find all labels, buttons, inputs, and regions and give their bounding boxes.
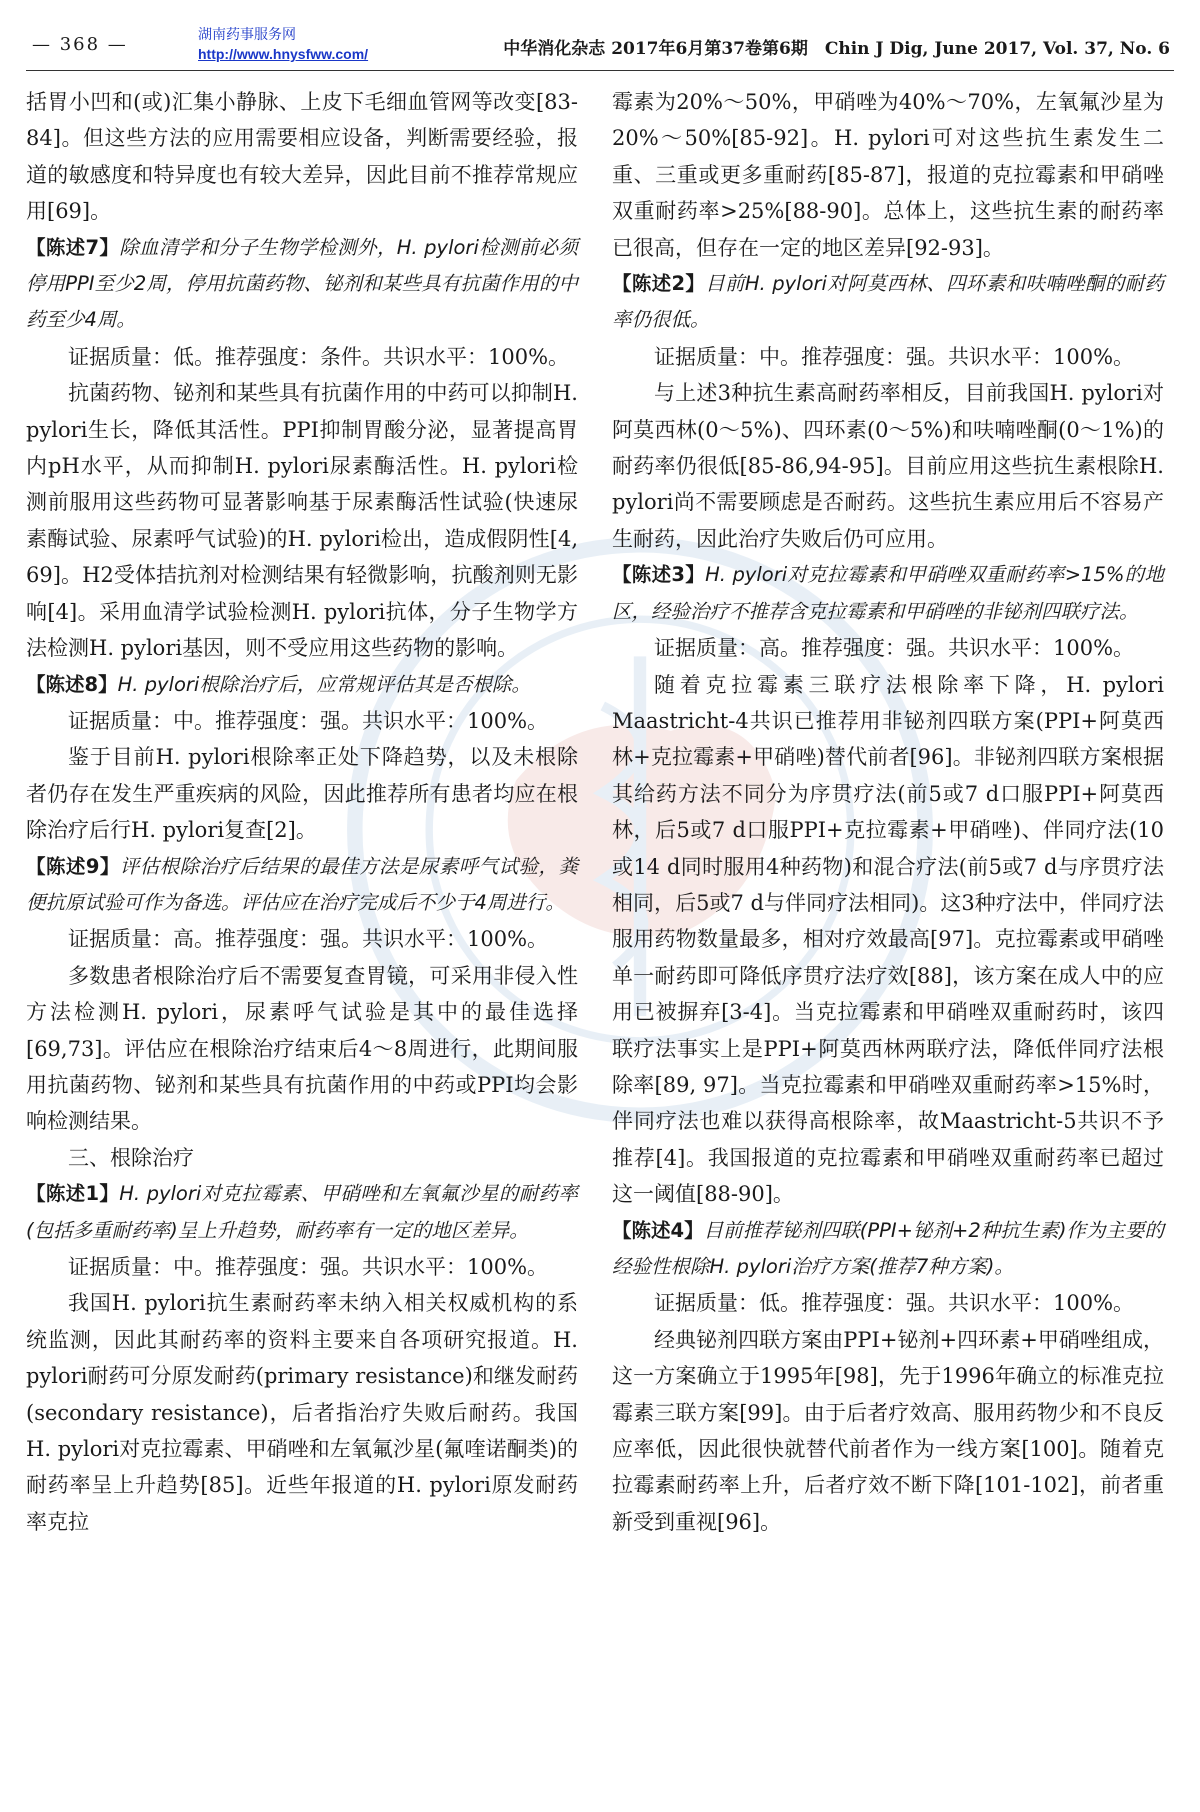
body-paragraph: 三、根除治疗 <box>68 1145 194 1170</box>
site-name: 湖南药事服务网 <box>198 26 296 42</box>
evidence-line: 证据质量：低。推荐强度：强。共识水平：100%。 <box>654 1291 1135 1316</box>
statement-paragraph <box>26 1176 578 1249</box>
statement-paragraph <box>26 230 578 339</box>
statement-tag: 【陈述2】 <box>612 272 706 296</box>
page-header <box>26 22 1174 71</box>
statement-paragraph <box>612 266 1164 339</box>
statement-text: 目前H. pylori对阿莫西林、四环素和呋喃唑酮的耐药率仍很低。 <box>612 272 1164 332</box>
statement-text: 评估根除治疗后结果的最佳方法是尿素呼气试验，粪便抗原试验可作为备选。评估应在治疗完成后不少于4周进行。 <box>26 854 578 914</box>
statement-text: H. pylori对克拉霉素和甲硝唑双重耐药率>15%的地区，经验治疗不推荐含克拉霉素和甲硝唑的非铋剂四联疗法。 <box>612 563 1164 623</box>
statement-text: H. pylori对克拉霉素、甲硝唑和左氧氟沙星的耐药率(包括多重耐药率)呈上升趋势，耐药率有一定的地区差异。 <box>26 1182 578 1242</box>
evidence-line: 证据质量：中。推荐强度：强。共识水平：100%。 <box>68 708 549 733</box>
statement-tag: 【陈述9】 <box>26 854 120 878</box>
statement-tag: 【陈述4】 <box>612 1218 704 1242</box>
statement-text: 目前推荐铋剂四联(PPI+铋剂+2种抗生素)作为主要的经验性根除H. pylori治疗方案(推荐7种方案)。 <box>612 1218 1164 1278</box>
evidence-line: 证据质量：低。推荐强度：条件。共识水平：100%。 <box>68 344 570 369</box>
statement-paragraph <box>26 667 578 703</box>
body-paragraph: 抗菌药物、铋剂和某些具有抗菌作用的中药可以抑制H. pylori生长，降低其活性。PPI抑制胃酸分泌，显著提高胃内pH水平，从而抑制H. pylori尿素酶活性。H. pylori检测前服用这些药物可显著影响基于尿素酶活性试验(快速尿素酶试验、尿素呼气试验)的H. pylori检出，造成假阴性[4, 69]。H2受体拮抗剂对检测结果有轻微影响，抗酸剂则无影响[4]。采用血清学试验检测H. pylori抗体，分子生物学方法检测H. pylori基因，则不受应用这些药物的影响。 <box>26 381 578 661</box>
continued-paragraph: 括胃小凹和(或)汇集小静脉、上皮下毛细血管网等改变[83-84]。但这些方法的应用需要相应设备，判断需要经验，报道的敏感度和特异度也有较大差异，因此目前不推荐常规应用[69]。 <box>26 90 578 224</box>
statement-text: 除血清学和分子生物学检测外，H. pylori检测前必须停用PPI至少2周，停用抗菌药物、铋剂和某些具有抗菌作用的中药至少4周。 <box>26 235 578 332</box>
statement-tag: 【陈述7】 <box>26 235 120 259</box>
statement-paragraph <box>26 849 578 922</box>
right-text-column <box>612 84 1164 1540</box>
body-paragraph: 多数患者根除治疗后不需要复查胃镜，可采用非侵入性方法检测H. pylori，尿素呼气试验是其中的最佳选择[69,73]。评估应在根除治疗结束后4～8周进行，此期间服用抗菌药物、铋剂和某些具有抗菌作用的中药或PPI均会影响检测结果。 <box>26 963 578 1134</box>
site-url-link[interactable]: http://www.hnysfww.com/ <box>198 46 369 62</box>
evidence-line: 证据质量：高。推荐强度：强。共识水平：100%。 <box>68 927 549 952</box>
continued-paragraph: 霉素为20%～50%，甲硝唑为40%～70%，左氧氟沙星为20%～50%[85-92]。H. pylori可对这些抗生素发生二重、三重或更多重耐药[85-87]，报道的克拉霉素和甲硝唑双重耐药率>25%[88-90]。总体上，这些抗生素的耐药率已很高，但存在一定的地区差异[92-93]。 <box>612 90 1164 260</box>
evidence-line: 证据质量：中。推荐强度：强。共识水平：100%。 <box>654 344 1135 369</box>
left-text-column <box>26 84 578 1540</box>
body-paragraph: 经典铋剂四联方案由PPI+铋剂+四环素+甲硝唑组成，这一方案确立于1995年[98]，先于1996年确立的标准克拉霉素三联方案[99]。由于后者疗效高、服用药物少和不良反应率低，因此很快就替代前者作为一线方案[100]。随着克拉霉素耐药率上升，后者疗效不断下降[101-102]，前者重新受到重视[96]。 <box>612 1327 1164 1534</box>
page-number: — 368 — <box>32 34 128 55</box>
body-paragraph: 我国H. pylori抗生素耐药率未纳入相关权威机构的系统监测，因此其耐药率的资料主要来自各项研究报道。H. pylori耐药可分原发耐药(primary resistance)和继发耐药(secondary resistance)，后者指治疗失败后耐药。我国H. pylori对克拉霉素、甲硝唑和左氧氟沙星(氟喹诺酮类)的耐药率呈上升趋势[85]。近些年报道的H. pylori原发耐药率克拉 <box>26 1291 579 1534</box>
statement-text: H. pylori根除治疗后，应常规评估其是否根除。 <box>117 672 531 696</box>
evidence-line: 证据质量：中。推荐强度：强。共识水平：100%。 <box>68 1255 549 1279</box>
journal-citation: 中华消化杂志 2017年6月第37卷第6期 Chin J Dig, June 2017, Vol. 37, No. 6 <box>503 39 1170 59</box>
statement-tag: 【陈述8】 <box>26 672 118 696</box>
statement-tag: 【陈述3】 <box>612 563 706 587</box>
body-paragraph: 鉴于目前H. pylori根除率正处下降趋势，以及未根除者仍存在发生严重疾病的风险，因此推荐所有患者均应在根除治疗后行H. pylori复查[2]。 <box>26 745 578 843</box>
site-stamp <box>198 24 368 64</box>
statement-paragraph <box>612 557 1164 630</box>
evidence-line: 证据质量：高。推荐强度：强。共识水平：100%。 <box>654 636 1135 661</box>
statement-tag: 【陈述1】 <box>26 1182 120 1206</box>
statement-paragraph <box>612 1213 1164 1286</box>
body-paragraph: 随着克拉霉素三联疗法根除率下降，H. pylori Maastricht-4共识已推荐用非铋剂四联方案(PPI+阿莫西林+克拉霉素+甲硝唑)替代前者[96]。非铋剂四联方案根据其给药方法不同分为序贯疗法(前5或7 d口服PPI+阿莫西林，后5或7 d口服PPI+克拉霉素+甲硝唑)、伴同疗法(10或14 d同时服用4种药物)和混合疗法(前5或7 d与序贯疗法相同，后5或7 d与伴同疗法相同)。这3种疗法中，伴同疗法服用药物数量最多，相对疗效最高[97]。克拉霉素或甲硝唑单一耐药即可降低序贯疗法疗效[88]，该方案在成人中的应用已被摒弃[3-4]。当克拉霉素和甲硝唑双重耐药时，该四联疗法事实上是PPI+阿莫西林两联疗法，降低伴同疗法根除率[89, 97]。当克拉霉素和甲硝唑双重耐药率>15%时，伴同疗法也难以获得高根除率，故Maastricht-5共识不予推荐[4]。我国报道的克拉霉素和甲硝唑双重耐药率已超过这一阈值[88-90]。 <box>612 672 1164 1207</box>
body-paragraph: 与上述3种抗生素高耐药率相反，目前我国H. pylori对阿莫西林(0～5%)、四环素(0～5%)和呋喃唑酮(0～1%)的耐药率仍很低[85-86,94-95]。目前应用这些抗生素根除H. pylori尚不需要顾虑是否耐药。这些抗生素应用后不容易产生耐药，因此治疗失败后仍可应用。 <box>612 381 1164 551</box>
